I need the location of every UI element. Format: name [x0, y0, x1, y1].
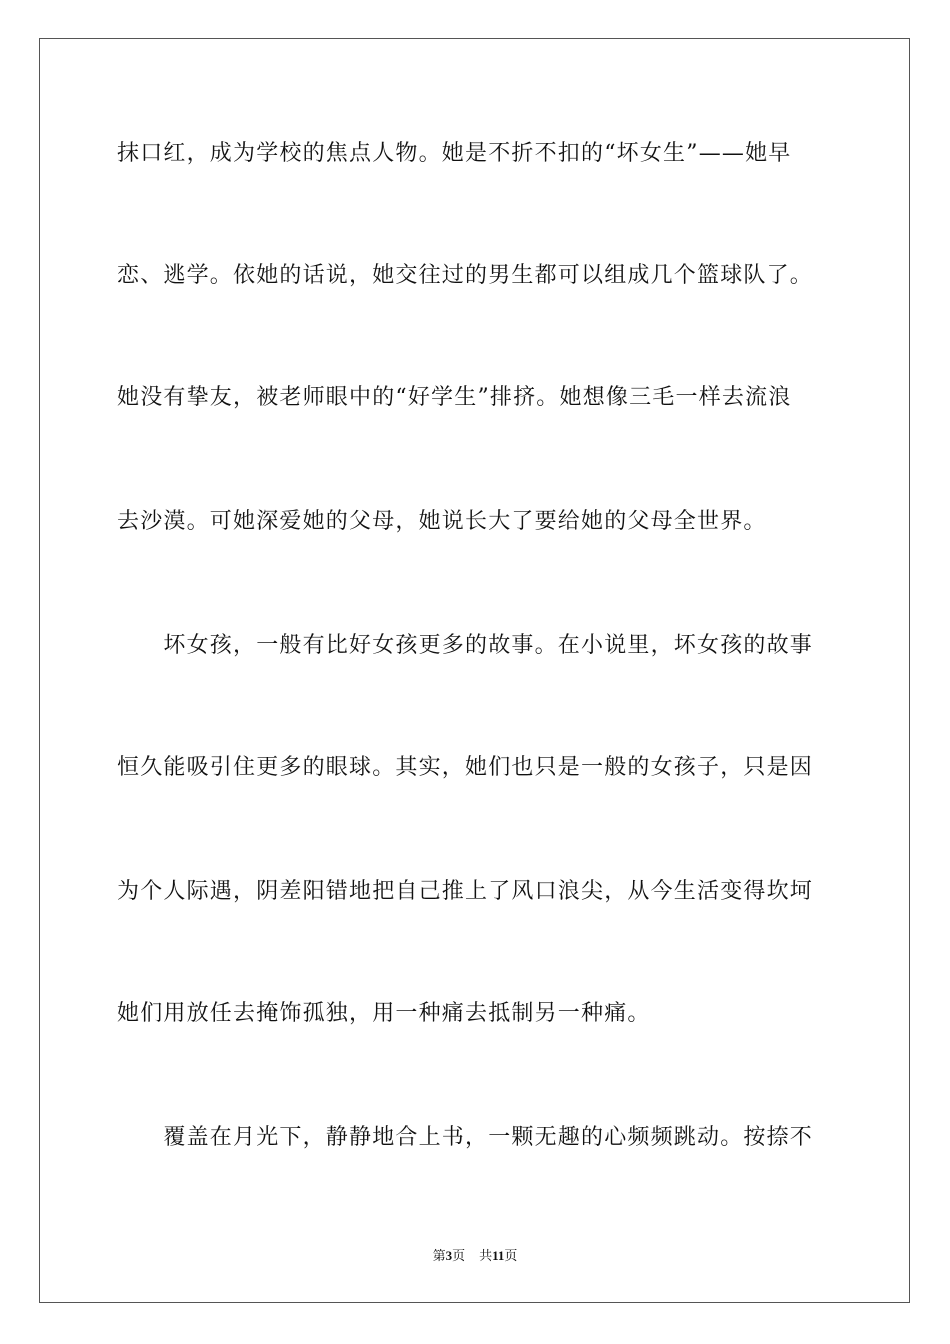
page-prefix: 第 — [432, 1248, 446, 1263]
page-suffix: 页 — [452, 1248, 466, 1263]
text-line: 恋、逃学。依她的话说，她交往过的男生都可以组成几个篮球队了。 — [117, 263, 814, 288]
text-line: 恒久能吸引住更多的眼球。其实，她们也只是一般的女孩子，只是因 — [117, 755, 814, 780]
total-suffix: 页 — [504, 1248, 518, 1263]
text-line: 覆盖在月光下，静静地合上书，一颗无趣的心频频跳动。按捺不 — [117, 1125, 814, 1150]
text-line: 抹口红，成为学校的焦点人物。她是不折不扣的“坏女生”——她早 — [117, 141, 792, 166]
total-prefix: 共 — [479, 1248, 493, 1263]
text-line: 去沙漠。可她深爱她的父母，她说长大了要给她的父母全世界。 — [117, 509, 767, 534]
text-line: 她们用放任去掩饰孤独，用一种痛去抵制另一种痛。 — [117, 1001, 651, 1026]
text-line: 坏女孩，一般有比好女孩更多的故事。在小说里，坏女孩的故事 — [117, 633, 814, 658]
page-number: 3 — [445, 1248, 453, 1263]
text-line: 为个人际遇，阴差阳错地把自己推上了风口浪尖，从今生活变得坎坷 — [117, 879, 814, 904]
total-pages: 11 — [492, 1248, 505, 1263]
text-line: 她没有挚友，被老师眼中的“好学生”排挤。她想像三毛一样去流浪 — [117, 385, 792, 410]
page-border — [39, 38, 910, 1303]
page-footer — [0, 1247, 950, 1265]
